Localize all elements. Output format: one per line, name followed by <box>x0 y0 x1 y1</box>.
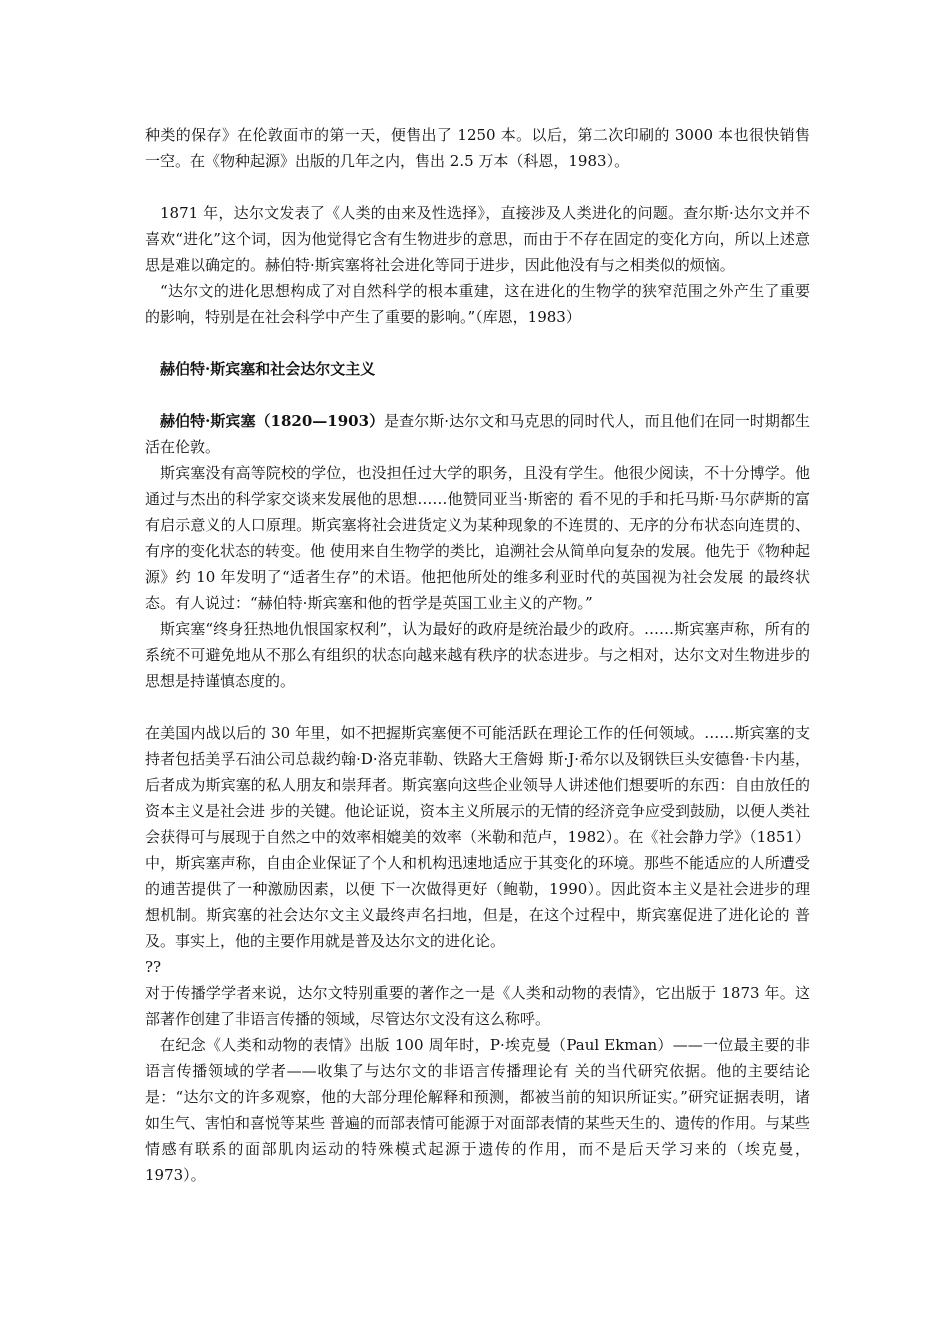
paragraph-sales: 种类的保存》在伦敦面市的第一天，便售出了 1250 本。以后，第二次印刷的 3000 本也很快销售一空。在《物种起源》出版的几年之内，售出 2.5 万本（科恩，1983）。 <box>145 126 810 170</box>
paragraph-ekman: 在纪念《人类和动物的表情》出版 100 周年时，P·埃克曼（Paul Ekman）——一位最主要的非语言传播领域的学者——收集了与达尔文的非语言传播理论有 关的当代研究依据。他的主要结论是：“达尔文的许多观察，他的大部分理伦解释和预测，都被当前的知识所证实。”研究证据表明，诸如生气、害怕和喜悦等某些 普遍的而部表情可能源于对面部表情的某些天生的、遗传的作用。与某些情感有联系的面部肌肉运动的特殊模式起源于遗传的作用，而不是后天学习来的（埃克曼， 1973）。 <box>145 1036 810 1184</box>
section-heading: 赫伯特·斯宾塞和社会达尔文主义 <box>160 360 376 378</box>
paragraph-kuhn-quote: “达尔文的进化思想构成了对自然科学的根本重建，这在进化的生物学的狭窄范围之外产生了重要的影响，特别是在社会科学中产生了重要的影响。”（库恩，1983） <box>145 282 810 326</box>
spacer <box>145 174 810 200</box>
spacer <box>145 694 810 720</box>
spencer-name-bold: 赫伯特·斯宾塞（1820—1903） <box>160 412 385 430</box>
paragraph-expression-book: 对于传播学学者来说，达尔文特别重要的著作之一是《人类和动物的表情》，它出版于 1873 年。这部著作创建了非语言传播的领域，尽管达尔文没有这么称呼。 <box>145 984 810 1028</box>
paragraph-separator: ?? <box>145 958 162 976</box>
paragraph-spencer-state: 斯宾塞“终身狂热地仇恨国家权利”，认为最好的政府是统治最少的政府。……斯宾塞声称，所有的系统不可避免地从不那么有组织的状态向越来越有秩序的状态进步。与之相对，达尔文对生物进步的思想是持谨慎态度的。 <box>145 620 810 690</box>
spacer <box>145 382 810 408</box>
spacer <box>145 330 810 356</box>
document-page <box>145 122 810 1188</box>
paragraph-spencer-intro <box>145 408 810 460</box>
paragraph-descent-of-man: 1871 年，达尔文发表了《人类的由来及性选择》，直接涉及人类进化的问题。查尔斯·达尔文并不喜欢“进化”这个词，因为他觉得它含有生物进步的意思，而由于不存在固定的变化方向，所以上述意思是难以确定的。赫伯特·斯宾塞将社会进化等同于进步，因此他没有与之相类似的烦恼。 <box>145 204 810 274</box>
paragraph-spencer-education: 斯宾塞没有高等院校的学位，也没担任过大学的职务，且没有学生。他很少阅读，不十分博学。他通过与杰出的科学家交谈来发展他的思想……他赞同亚当·斯密的 看不见的手和托马斯·马尔萨斯的富有启示意义的人口原理。斯宾塞将社会进货定义为某种现象的不连贯的、无序的分布状态向连贯的、有序的变化状态的转变。他 使用来自生物学的类比，追溯社会从简单向复杂的发展。他先于《物种起源》约 10 年发明了“适者生存”的术语。他把他所处的维多利亚时代的英国视为社会发展 的最终状态。有人说过：“赫伯特·斯宾塞和他的哲学是英国工业主义的产物。” <box>145 464 810 612</box>
spencer-intro-text: 是查尔斯·达尔文和马克思的同时代人，而且他们在同一时期都生活在伦敦。 <box>145 412 810 456</box>
paragraph-spencer-america: 在美国内战以后的 30 年里，如不把握斯宾塞便不可能活跃在理论工作的任何领域。……斯宾塞的支持者包括美孚石油公司总裁约翰·D·洛克菲勒、铁路大王詹姆 斯·J·希尔以及钢铁巨头安德鲁·卡内基，后者成为斯宾塞的私人朋友和崇拜者。斯宾塞向这些企业领导人讲述他们想要听的东西：自由放任的资本主义是社会进 步的关键。他论证说，资本主义所展示的无情的经济竞争应受到鼓励，以便人类社会获得可与展现于自然之中的效率相媲美的效率（米勒和范卢，1982）。在《社会静力学》（1851）中，斯宾塞声称，自由企业保证了个人和机构迅速地适应于其变化的环境。那些不能适应的人所遭受的逋苦提供了一种激励因素，以便 下一次做得更好（鲍勒，1990）。因此资本主义是社会进步的理想机制。斯宾塞的社会达尔文主义最终声名扫地，但是，在这个过程中，斯宾塞促进了进化论的 普及。事实上，他的主要作用就是普及达尔文的进化论。 <box>145 724 810 950</box>
